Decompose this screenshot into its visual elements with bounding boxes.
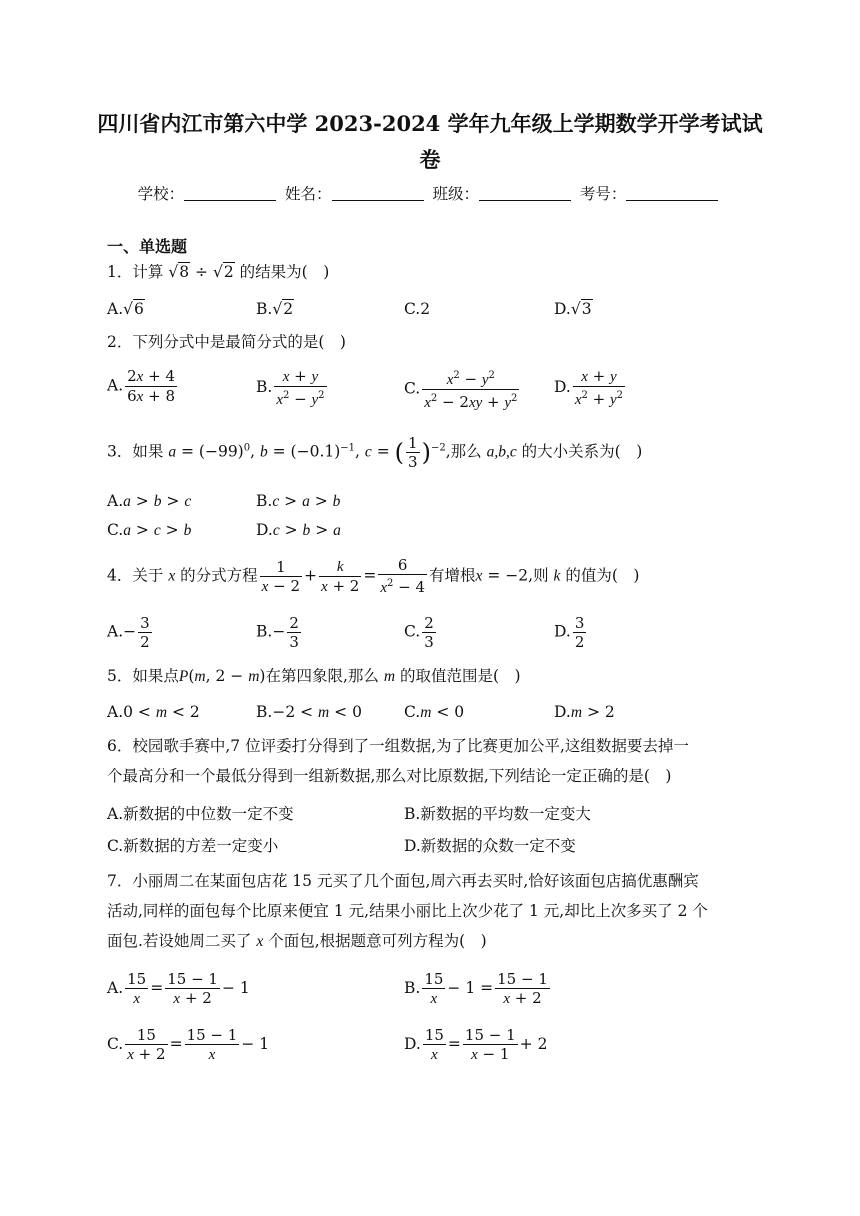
question-7 — [107, 866, 757, 957]
question-text: 活动,同样的面包每个比原来便宜 1 元,结果小丽比上次少花了 1 元,却比上次多买了 2 个 — [107, 902, 708, 920]
q3-option-d[interactable]: D.c > b > a — [256, 521, 341, 539]
question-text: 计算 — [132, 263, 164, 281]
question-number: 3． — [107, 442, 133, 461]
question-number: 2． — [107, 333, 133, 351]
question-2 — [107, 328, 346, 356]
q1-option-c[interactable]: C.2 — [404, 300, 431, 318]
question-number: 4． — [107, 566, 133, 585]
math-expr: √8 — [168, 263, 190, 281]
q2-option-b[interactable]: B. $\frac{x + y}{x^2 - y^2}$ — [256, 367, 325, 408]
q4-option-c[interactable]: C. $\frac{2}{3}$ — [404, 614, 434, 651]
question-3: 3．如果 $a = (-99)^0$, $b = (-0.1)^{-1}$, c = ( $\frac{1}{3}$ )$^{-2}$,那么 a,b,c 的大小关系为( ) — [107, 434, 643, 471]
question-text: 面包.若设她周二买了 x 个面包,根据题意可列方程为( ) — [107, 932, 487, 950]
q5-option-c[interactable]: C.m < 0 — [404, 703, 465, 721]
q6-option-d[interactable]: D.新数据的众数一定不变 — [404, 837, 576, 855]
q6-option-b[interactable]: B.新数据的平均数一定变大 — [404, 805, 591, 823]
question-4: 4．关于 x 的分式方程 $\frac{1}{x - 2}$ + $\frac{k}{x + 2}$ = $\frac{6}{x^2 - 4}$ 有增根x = −2,则 k 的值为( ) — [107, 556, 640, 596]
q2-option-d[interactable]: D. $\frac{x + y}{x^2 + y^2}$ — [554, 367, 624, 408]
question-text: 7．小丽周二在某面包店花 15 元买了几个面包,周六再去买时,恰好该面包店搞优惠酬宾 — [107, 872, 699, 890]
q5-option-d[interactable]: D.m > 2 — [554, 703, 615, 721]
q7-option-c[interactable]: C. $\frac{15}{x + 2}$ = $\frac{15 - 1}{x}$ − 1 — [107, 1026, 270, 1063]
question-text: 下列分式中是最简分式的是( ) — [132, 333, 346, 351]
q6-option-a[interactable]: A.新数据的中位数一定不变 — [107, 805, 294, 823]
class-blank[interactable] — [479, 186, 571, 201]
student-info-row — [0, 182, 860, 204]
q3-option-a[interactable]: A.a > b > c — [107, 492, 192, 510]
q1-option-b[interactable]: B.√2 — [256, 300, 294, 318]
q2-option-c[interactable]: C. $\frac{x^2 - y^2}{x^2 - 2xy + y^2}$ — [404, 367, 521, 412]
q1-option-a[interactable]: A.√6 — [107, 300, 144, 318]
q7-option-d[interactable]: D. $\frac{15}{x}$ = $\frac{15 - 1}{x - 1}$ + 2 — [404, 1026, 548, 1063]
school-blank[interactable] — [184, 186, 276, 201]
q7-option-b[interactable]: B. $\frac{15}{x}$ − 1 = $\frac{15 - 1}{x + 2}$ — [404, 970, 548, 1007]
class-label: 班级： — [432, 185, 479, 203]
q4-option-a[interactable]: A.− $\frac{3}{2}$ — [107, 614, 150, 651]
name-label: 姓名： — [285, 185, 332, 203]
q7-option-a[interactable]: A. $\frac{15}{x}$ = $\frac{15 - 1}{x + 2}$ − 1 — [107, 970, 250, 1007]
question-number: 1． — [107, 263, 133, 281]
question-1: 1．计算 √8 ÷ √2 的结果为( ) — [107, 258, 329, 286]
question-text: 的结果为( ) — [239, 263, 330, 281]
number-label: 考号： — [579, 185, 627, 203]
q3-option-c[interactable]: C.a > c > b — [107, 521, 192, 539]
q3-option-b[interactable]: B.c > a > b — [256, 492, 341, 510]
question-text: 个最高分和一个最低分得到一组新数据,那么对比原数据,下列结论一定正确的是( ) — [107, 767, 672, 785]
question-6 — [107, 731, 757, 791]
q1-option-d[interactable]: D.√3 — [554, 300, 592, 318]
q6-option-c[interactable]: C.新数据的方差一定变小 — [107, 837, 279, 855]
q4-option-d[interactable]: D. $\frac{3}{2}$ — [554, 614, 585, 651]
exam-title — [90, 106, 770, 178]
question-number: 5． — [107, 667, 133, 685]
section-heading: 一、单选题 — [107, 237, 188, 256]
number-blank[interactable] — [626, 186, 718, 201]
school-label: 学校： — [137, 185, 185, 203]
q2-option-a[interactable]: A. $\frac{2x + 4}{6x + 8}$ — [107, 367, 175, 405]
q5-option-a[interactable]: A.0 < m < 2 — [107, 703, 200, 721]
title-line-2: 卷 — [419, 147, 441, 172]
question-text: 如果 — [132, 442, 164, 461]
q4-option-b[interactable]: B.− $\frac{2}{3}$ — [256, 614, 299, 651]
question-text: 6．校园歌手赛中,7 位评委打分得到了一组数据,为了比赛更加公平,这组数据要去掉一 — [107, 737, 689, 755]
title-line-1: 四川省内江市第六中学 2023-2024 学年九年级上学期数学开学考试试 — [97, 111, 763, 136]
q5-option-b[interactable]: B.−2 < m < 0 — [256, 703, 362, 721]
name-blank[interactable] — [332, 186, 424, 201]
question-5: 5．如果点P(m, 2 − m)在第四象限,那么 m 的取值范围是( ) — [107, 667, 521, 685]
